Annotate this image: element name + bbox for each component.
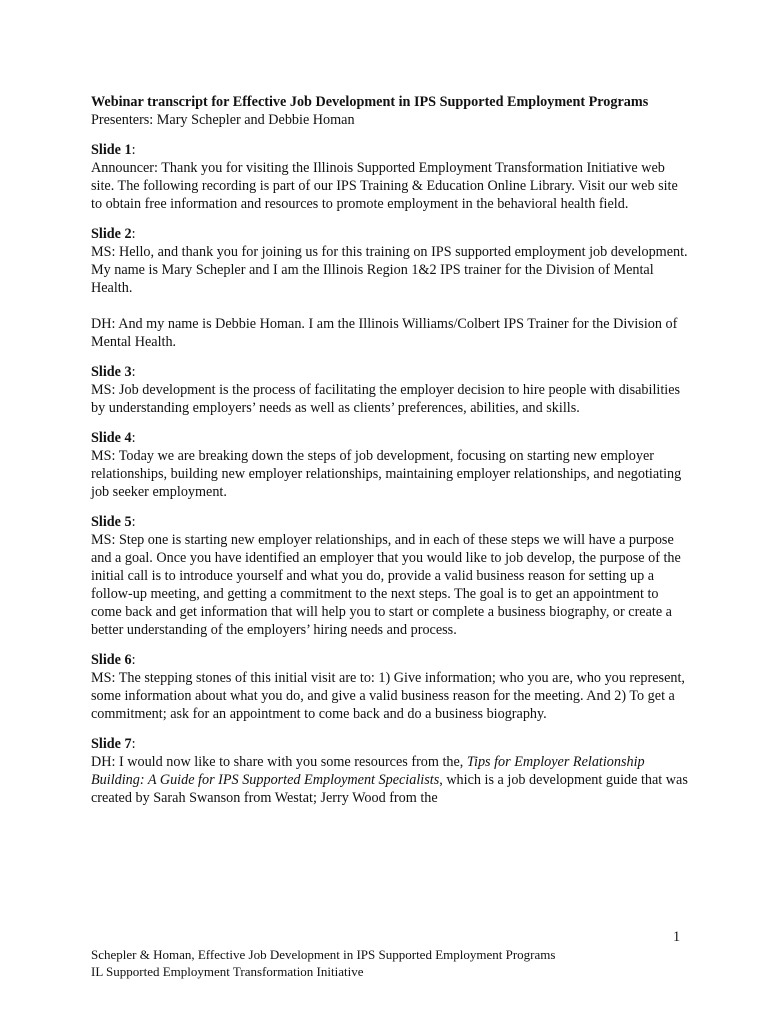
slide-heading: Slide 7: bbox=[91, 736, 136, 752]
slide-paragraph: MS: The stepping stones of this initial visit are to: 1) Give information; who you are, who you represent, some information about what you do, and give a valid business reason for the meeting. And 2) To get a commitment; ask for an appointment to come back and do a business biography. bbox=[91, 670, 685, 722]
slide7-text-after: , which is a job development guide that was created by Sarah Swanson from Westat; Jerry Wood from the bbox=[91, 772, 688, 806]
slide-paragraph: MS: Today we are breaking down the steps of job development, focusing on starting new employer relationships, building new employer relationships, maintaining employer relationships, and negotiating job seeker employment. bbox=[91, 448, 682, 500]
slide-heading: Slide 5: bbox=[91, 514, 136, 530]
document-body bbox=[91, 93, 691, 819]
slide-heading: Slide 1: bbox=[91, 142, 136, 158]
slide-heading-label: Slide 5 bbox=[91, 514, 132, 530]
slide-heading-label: Slide 3 bbox=[91, 364, 132, 380]
slide-heading-label: Slide 1 bbox=[91, 142, 132, 158]
slide-paragraph: MS: Step one is starting new employer relationships, and in each of these steps we will have a purpose and a goal. Once you have identified an employer that you would like to job develop, the purpose of the initial call is to introduce yourself and what you do, provide a valid business reason for setting up a follow-up meeting, and getting a commitment to the next steps. The goal is to get an appointment to come back and get information that will help you to start or complete a business biography, or create a better understanding of the employers’ hiring needs and process. bbox=[91, 532, 681, 638]
slide-heading-label: Slide 4 bbox=[91, 430, 132, 446]
slide-heading: Slide 4: bbox=[91, 430, 136, 446]
slide-paragraph: DH: And my name is Debbie Homan. I am the Illinois Williams/Colbert IPS Trainer for the Division of Mental Health. bbox=[91, 316, 678, 350]
footer-line-1: Schepler & Homan, Effective Job Development in IPS Supported Employment Programs bbox=[91, 947, 556, 962]
guide-title: Tips for Employer Relationship Building: A Guide for IPS Supported Employment Specialists bbox=[91, 754, 645, 788]
slide-heading-label: Slide 2 bbox=[91, 226, 132, 242]
footer-line-2: IL Supported Employment Transformation Initiative bbox=[91, 964, 364, 979]
slide-heading: Slide 3: bbox=[91, 364, 136, 380]
slide-paragraph: MS: Job development is the process of facilitating the employer decision to hire people with disabilities by understanding employers’ needs as well as clients’ preferences, abilities, and skills. bbox=[91, 382, 681, 416]
slide-section bbox=[91, 429, 691, 501]
page-footer bbox=[91, 946, 555, 980]
slide-heading-label: Slide 6 bbox=[91, 652, 132, 668]
slide-section bbox=[91, 225, 691, 351]
slide-paragraph bbox=[91, 753, 691, 807]
document-title: Webinar transcript for Effective Job Development in IPS Supported Employment Programs bbox=[91, 94, 649, 110]
slide-section bbox=[91, 735, 691, 807]
slide-heading: Slide 2: bbox=[91, 226, 136, 242]
page-number: 1 bbox=[673, 929, 681, 945]
slide-paragraph: MS: Hello, and thank you for joining us for this training on IPS supported employment job development. My name is Mary Schepler and I am the Illinois Region 1&2 IPS trainer for the Division of Mental Health. bbox=[91, 244, 688, 296]
slides-container bbox=[91, 141, 691, 723]
slide-section bbox=[91, 513, 691, 639]
slide-heading-label: Slide 7 bbox=[91, 736, 132, 752]
slide-section bbox=[91, 363, 691, 417]
slide-heading: Slide 6: bbox=[91, 652, 136, 668]
slide-section bbox=[91, 141, 691, 213]
slide-section bbox=[91, 651, 691, 723]
slide7-text-before: DH: I would now like to share with you some resources from the, bbox=[91, 754, 467, 770]
presenters-line: Presenters: Mary Schepler and Debbie Homan bbox=[91, 112, 355, 128]
slide-paragraph: Announcer: Thank you for visiting the Illinois Supported Employment Transformation Initiative web site. The following recording is part of our IPS Training & Education Online Library. Visit our web site to obtain free information and resources to promote employment in the behavioral health field. bbox=[91, 160, 678, 212]
